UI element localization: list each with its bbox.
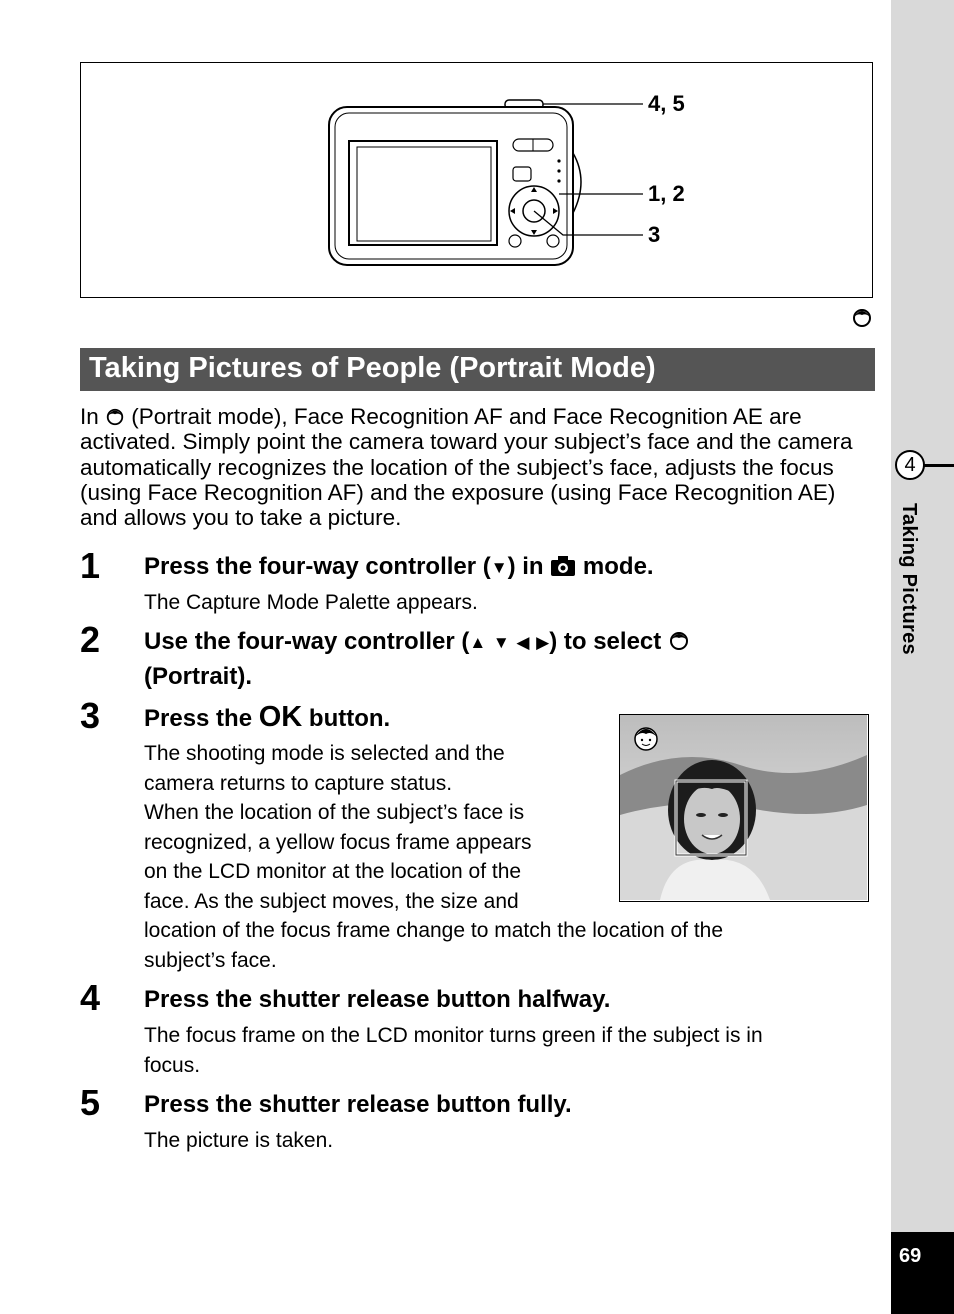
intro-paragraph bbox=[80, 404, 875, 530]
chapter-number: 4 bbox=[895, 450, 925, 480]
step-title: Use the four-way controller (▲ ▼ ◀ ▶) to select (Portrait). bbox=[144, 625, 844, 694]
portrait-mode-icon bbox=[668, 630, 690, 652]
step-number: 4 bbox=[80, 977, 101, 1018]
step-title: Press the four-way controller (▼) in mode. bbox=[144, 553, 654, 580]
up-arrow-icon: ▲ bbox=[469, 633, 487, 652]
right-arrow-icon: ▶ bbox=[536, 633, 550, 652]
ok-icon: OK bbox=[258, 701, 303, 733]
step-description: The Capture Mode Palette appears. bbox=[144, 591, 478, 614]
intro-text-start: In bbox=[80, 404, 99, 429]
portrait-mode-icon bbox=[851, 307, 873, 329]
step-title: Press the shutter release button halfway. bbox=[144, 986, 611, 1013]
step-title: Press the OK button. bbox=[144, 701, 391, 733]
camera-back-illustration bbox=[81, 63, 874, 299]
section-heading: Taking Pictures of People (Portrait Mode) bbox=[80, 348, 875, 391]
chapter-title: Taking Pictures bbox=[898, 503, 920, 655]
step-title: Press the shutter release button fully. bbox=[144, 1091, 572, 1118]
step-number: 2 bbox=[80, 619, 101, 660]
step-number: 5 bbox=[80, 1082, 101, 1123]
left-arrow-icon: ◀ bbox=[516, 633, 530, 652]
callout-ok-button: 3 bbox=[648, 222, 661, 247]
camera-icon bbox=[550, 555, 576, 577]
step-number: 3 bbox=[80, 695, 101, 736]
step-description: The picture is taken. bbox=[144, 1129, 334, 1152]
portrait-mode-icon bbox=[105, 407, 125, 427]
callout-shutter: 4, 5 bbox=[648, 91, 685, 116]
callout-controller: 1, 2 bbox=[648, 181, 685, 206]
step-description: The focus frame on the LCD monitor turns green if the subject is in focus. bbox=[144, 1024, 763, 1077]
down-arrow-icon: ▼ bbox=[490, 558, 508, 577]
camera-diagram bbox=[80, 62, 873, 298]
lcd-monitor-photo bbox=[619, 714, 869, 902]
step-number: 1 bbox=[80, 545, 101, 586]
step-description: The shooting mode is selected and the camera returns to capture status. When the location of the subject’s face is recognized, a yellow focus frame appears on the LCD monitor at the location of the face. As the subject moves, the size and location of the focus frame change to match the location of the subject’s face. bbox=[144, 742, 724, 972]
down-arrow-icon: ▼ bbox=[492, 633, 510, 652]
face-photo-illustration bbox=[620, 715, 867, 900]
side-tab bbox=[891, 0, 954, 1314]
intro-text-rest: (Portrait mode), Face Recognition AF and Face Recognition AE are activated. Simply point the camera toward your subject’s face and the camera automatically recognizes the location of the subject’s face, adjusts the focus (using Face Recognition AF) and the exposure (using Face Recognition AE) and allows you to take a picture. bbox=[80, 404, 853, 531]
page-number: 69 bbox=[899, 1245, 922, 1267]
